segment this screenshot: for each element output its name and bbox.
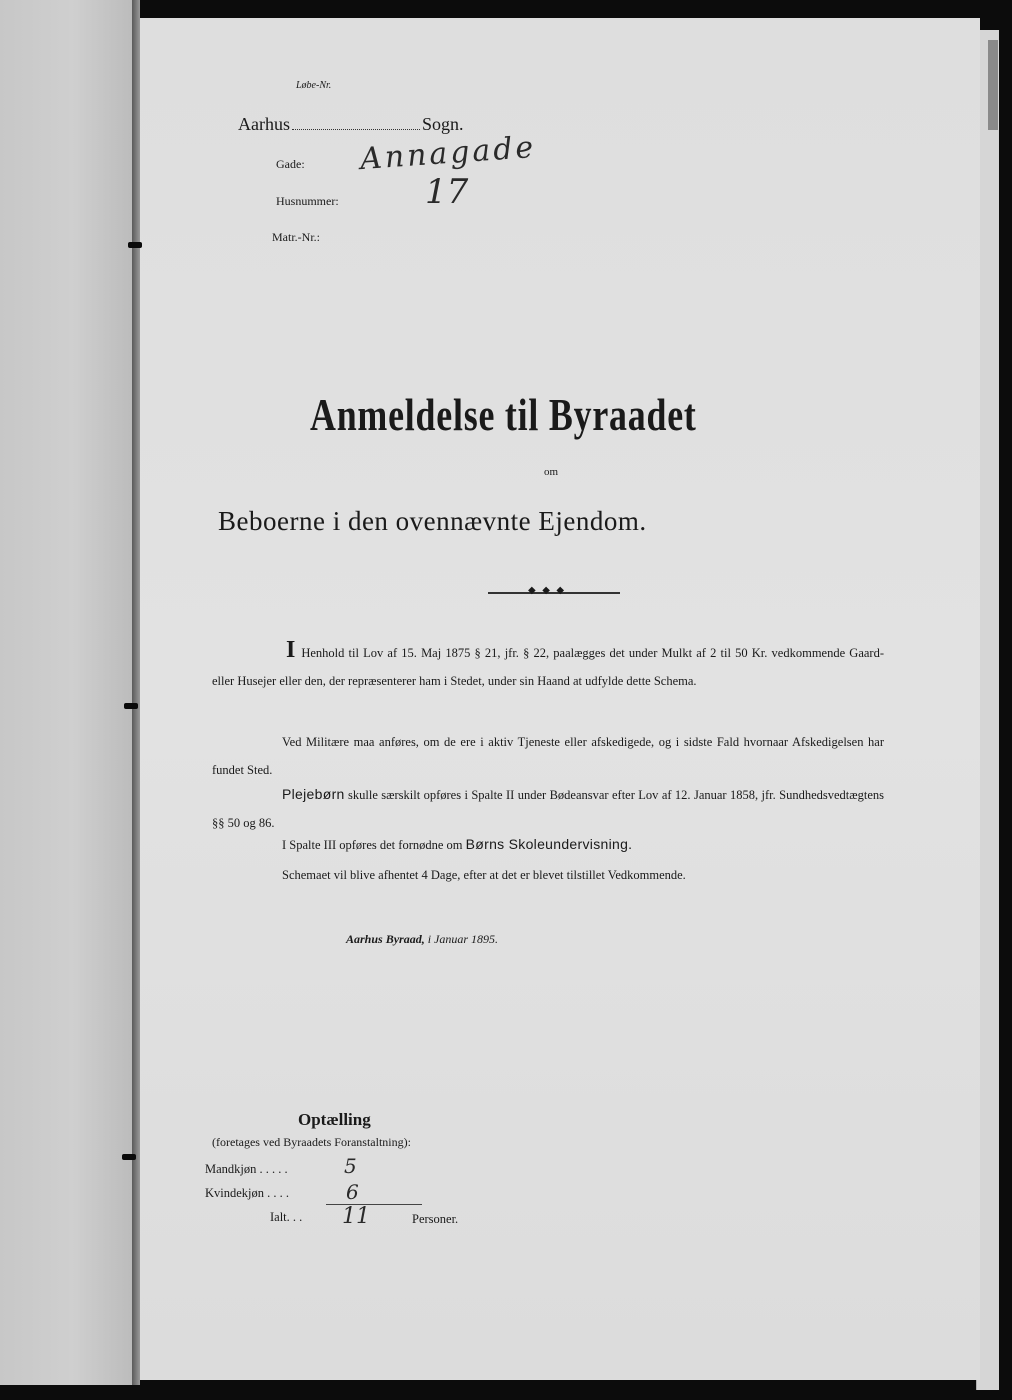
signature-line: [346, 932, 498, 947]
paragraph-5-text: Schemaet vil blive afhentet 4 Dage, efter at det er blevet tilstillet Vedkommende.: [282, 868, 686, 882]
house-number-handwritten-value: 17: [425, 172, 469, 212]
instruction-paragraph-4: [282, 836, 632, 853]
signature-date: i Januar 1895.: [427, 932, 499, 946]
female-count-handwritten: 6: [346, 1180, 359, 1204]
right-page-tab: [988, 40, 998, 130]
parish-line: [238, 114, 464, 135]
house-number-label: Husnummer:: [276, 194, 339, 208]
paragraph-1-text: Henhold til Lov af 15. Maj 1875 § 21, jfr. § 22, paalægges det under Mulkt af 2 til 50 Kr. vedkommende Gaard- eller Husejer eller den, der repræsenterer ham i Stedet, under sin Haand at udfylde dette Schema.: [212, 646, 884, 688]
paragraph-dropcap: I: [286, 637, 296, 663]
binding-clip-top: [128, 242, 142, 248]
parish-label: Sogn.: [422, 114, 464, 134]
male-label: Mandkjøn . . . . .: [205, 1162, 288, 1176]
persons-label: Personer.: [412, 1212, 459, 1226]
skoleundervisning-emphasis: Børns Skoleundervisning.: [465, 836, 633, 852]
count-sum-line: [326, 1204, 422, 1205]
document-subtitle: Beboerne i den ovennævnte Ejendom.: [218, 506, 647, 536]
instruction-paragraph-3: [212, 780, 884, 837]
loebe-nr-label: Løbe-Nr.: [296, 80, 332, 91]
book-gutter: [132, 0, 140, 1385]
total-count-handwritten: 11: [342, 1204, 370, 1229]
document-title: Anmeldelse til Byraadet: [310, 389, 697, 440]
male-count-handwritten: 5: [344, 1154, 357, 1178]
signature-org: Aarhus Byraad,: [346, 932, 425, 946]
paragraph-4-text: I Spalte III opføres det fornødne om: [282, 838, 463, 852]
plejeborn-emphasis: Plejebørn: [282, 786, 345, 802]
count-subtitle: (foretages ved Byraadets Foranstaltning):: [212, 1135, 411, 1149]
instruction-paragraph-1: [212, 636, 884, 695]
count-title: Optælling: [298, 1110, 371, 1129]
left-facing-page: [0, 0, 132, 1385]
street-label: Gade:: [276, 157, 305, 171]
title-connector: om: [544, 466, 559, 478]
paragraph-2-text: Ved Militære maa anføres, om de ere i aktiv Tjeneste eller afskedigede, og i sidste Fald hvornaar Afskedigelsen har fundet Sted.: [212, 735, 884, 777]
parish-dotted-line: [292, 129, 420, 130]
instruction-paragraph-2: [212, 728, 884, 784]
matr-nr-label: Matr.-Nr.:: [272, 230, 320, 244]
instruction-paragraph-5: [282, 868, 686, 883]
binding-clip-bottom: [122, 1154, 136, 1160]
street-handwritten-value: Annagade: [358, 129, 538, 178]
paragraph-3-text: skulle særskilt opføres i Spalte II under Bødeansvar efter Lov af 12. Januar 1858, jfr. Sundhedsvedtægtens §§ 50 og 86.: [212, 788, 884, 830]
total-label: Ialt. . .: [270, 1210, 303, 1224]
female-label: Kvindekjøn . . . .: [205, 1186, 290, 1200]
binding-clip-middle: [124, 703, 138, 709]
town-name: Aarhus: [238, 114, 290, 134]
ornament-dots: ◆ ◆ ◆: [528, 585, 567, 596]
